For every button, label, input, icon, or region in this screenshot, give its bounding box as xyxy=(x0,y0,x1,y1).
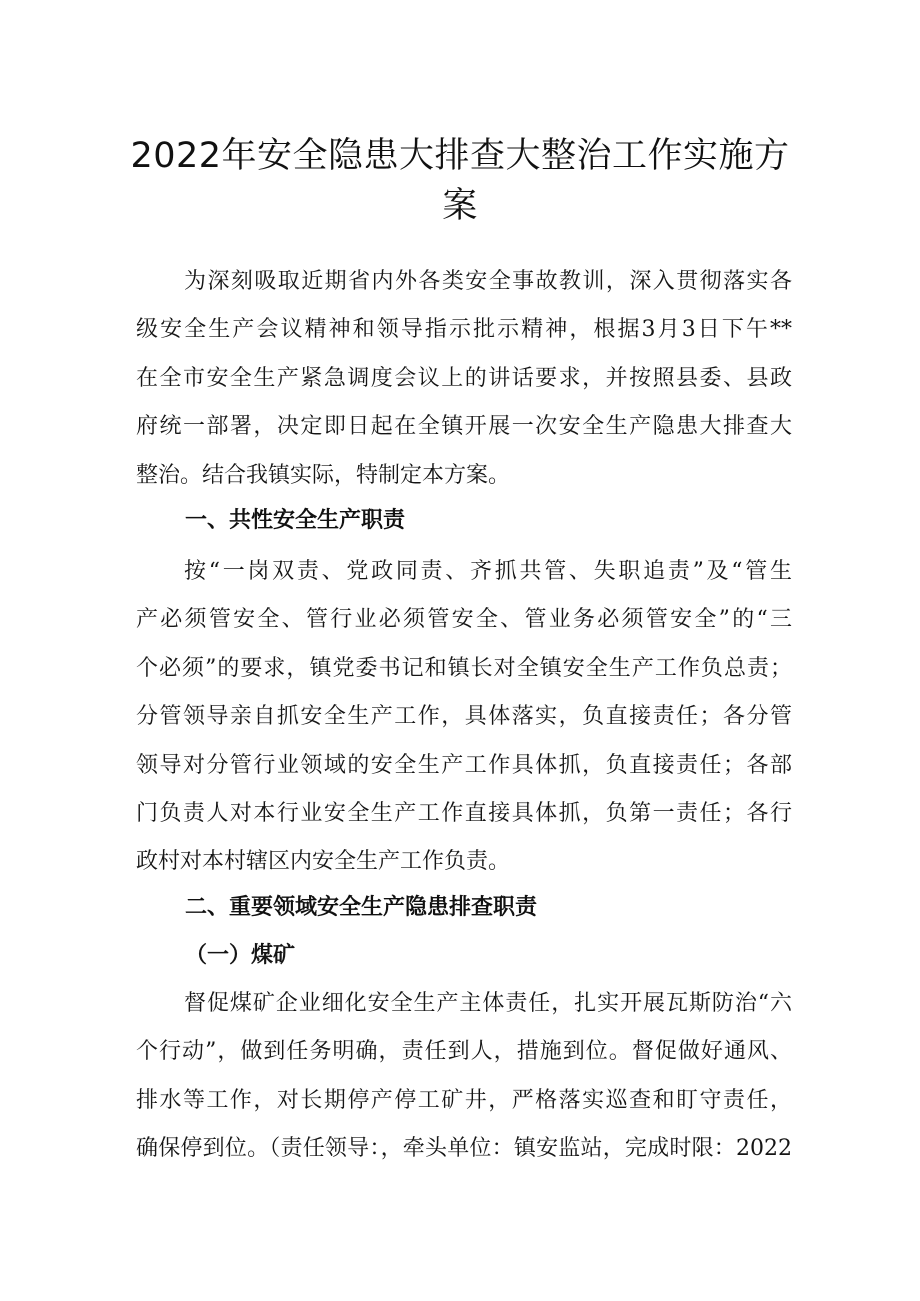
paragraph-line: 产必须管安全、管行业必须管安全、管业务必须管安全”的“三 xyxy=(136,607,792,633)
section-1-paragraph xyxy=(136,548,792,887)
paragraph-line: 整治。结合我镇实际，特制定本方案。 xyxy=(136,462,511,488)
subsection-coal-heading: （一）煤矿 xyxy=(185,942,296,968)
paragraph-line: 分管领导亲自抓安全生产工作，具体落实，负直接责任；各分管 xyxy=(136,704,792,730)
paragraph-line: 个行动”，做到任务明确，责任到人，措施到位。督促做好通风、 xyxy=(136,1039,792,1065)
intro-paragraph xyxy=(136,258,792,500)
paragraph-line: 为深刻吸取近期省内外各类安全事故教训，深入贯彻落实各 xyxy=(184,269,792,294)
paragraph-line: 府统一部署，决定即日起在全镇开展一次安全生产隐患大排查大 xyxy=(136,414,792,440)
paragraph-line: 督促煤矿企业细化安全生产主体责任，扎实开展瓦斯防治“六 xyxy=(184,991,792,1016)
paragraph-line: 在全市安全生产紧急调度会议上的讲话要求，并按照县委、县政 xyxy=(136,365,792,391)
paragraph-line: 个必须”的要求，镇党委书记和镇长对全镇安全生产工作负总责； xyxy=(136,655,792,681)
paragraph-line: 按“一岗双责、党政同责、齐抓共管、失职追责”及“管生 xyxy=(184,559,792,584)
paragraph-line: 领导对分管行业领域的安全生产工作具体抓，负直接责任；各部 xyxy=(136,752,792,778)
document-title-line-2: 案 xyxy=(442,186,478,226)
subsection-coal-paragraph xyxy=(136,980,792,1174)
section-1-heading: 一、共性安全生产职责 xyxy=(185,508,406,533)
paragraph-line: 政村对本村辖区内安全生产工作负责。 xyxy=(136,849,511,875)
paragraph-line: 排水等工作，对长期停产停工矿井，严格落实巡查和盯守责任， xyxy=(136,1087,792,1113)
document-title-line-1: 2022年安全隐患大排查大整治工作实施方 xyxy=(130,136,790,176)
section-2-heading: 二、重要领域安全生产隐患排查职责 xyxy=(185,895,538,920)
paragraph-line: 级安全生产会议精神和领导指示批示精神，根据3月3日下午** xyxy=(136,317,792,343)
paragraph-line: 门负责人对本行业安全生产工作直接具体抓，负第一责任；各行 xyxy=(136,800,792,826)
paragraph-line: 确保停到位。（责任领导：，牵头单位：镇安监站，完成时限：2022 xyxy=(136,1136,792,1162)
